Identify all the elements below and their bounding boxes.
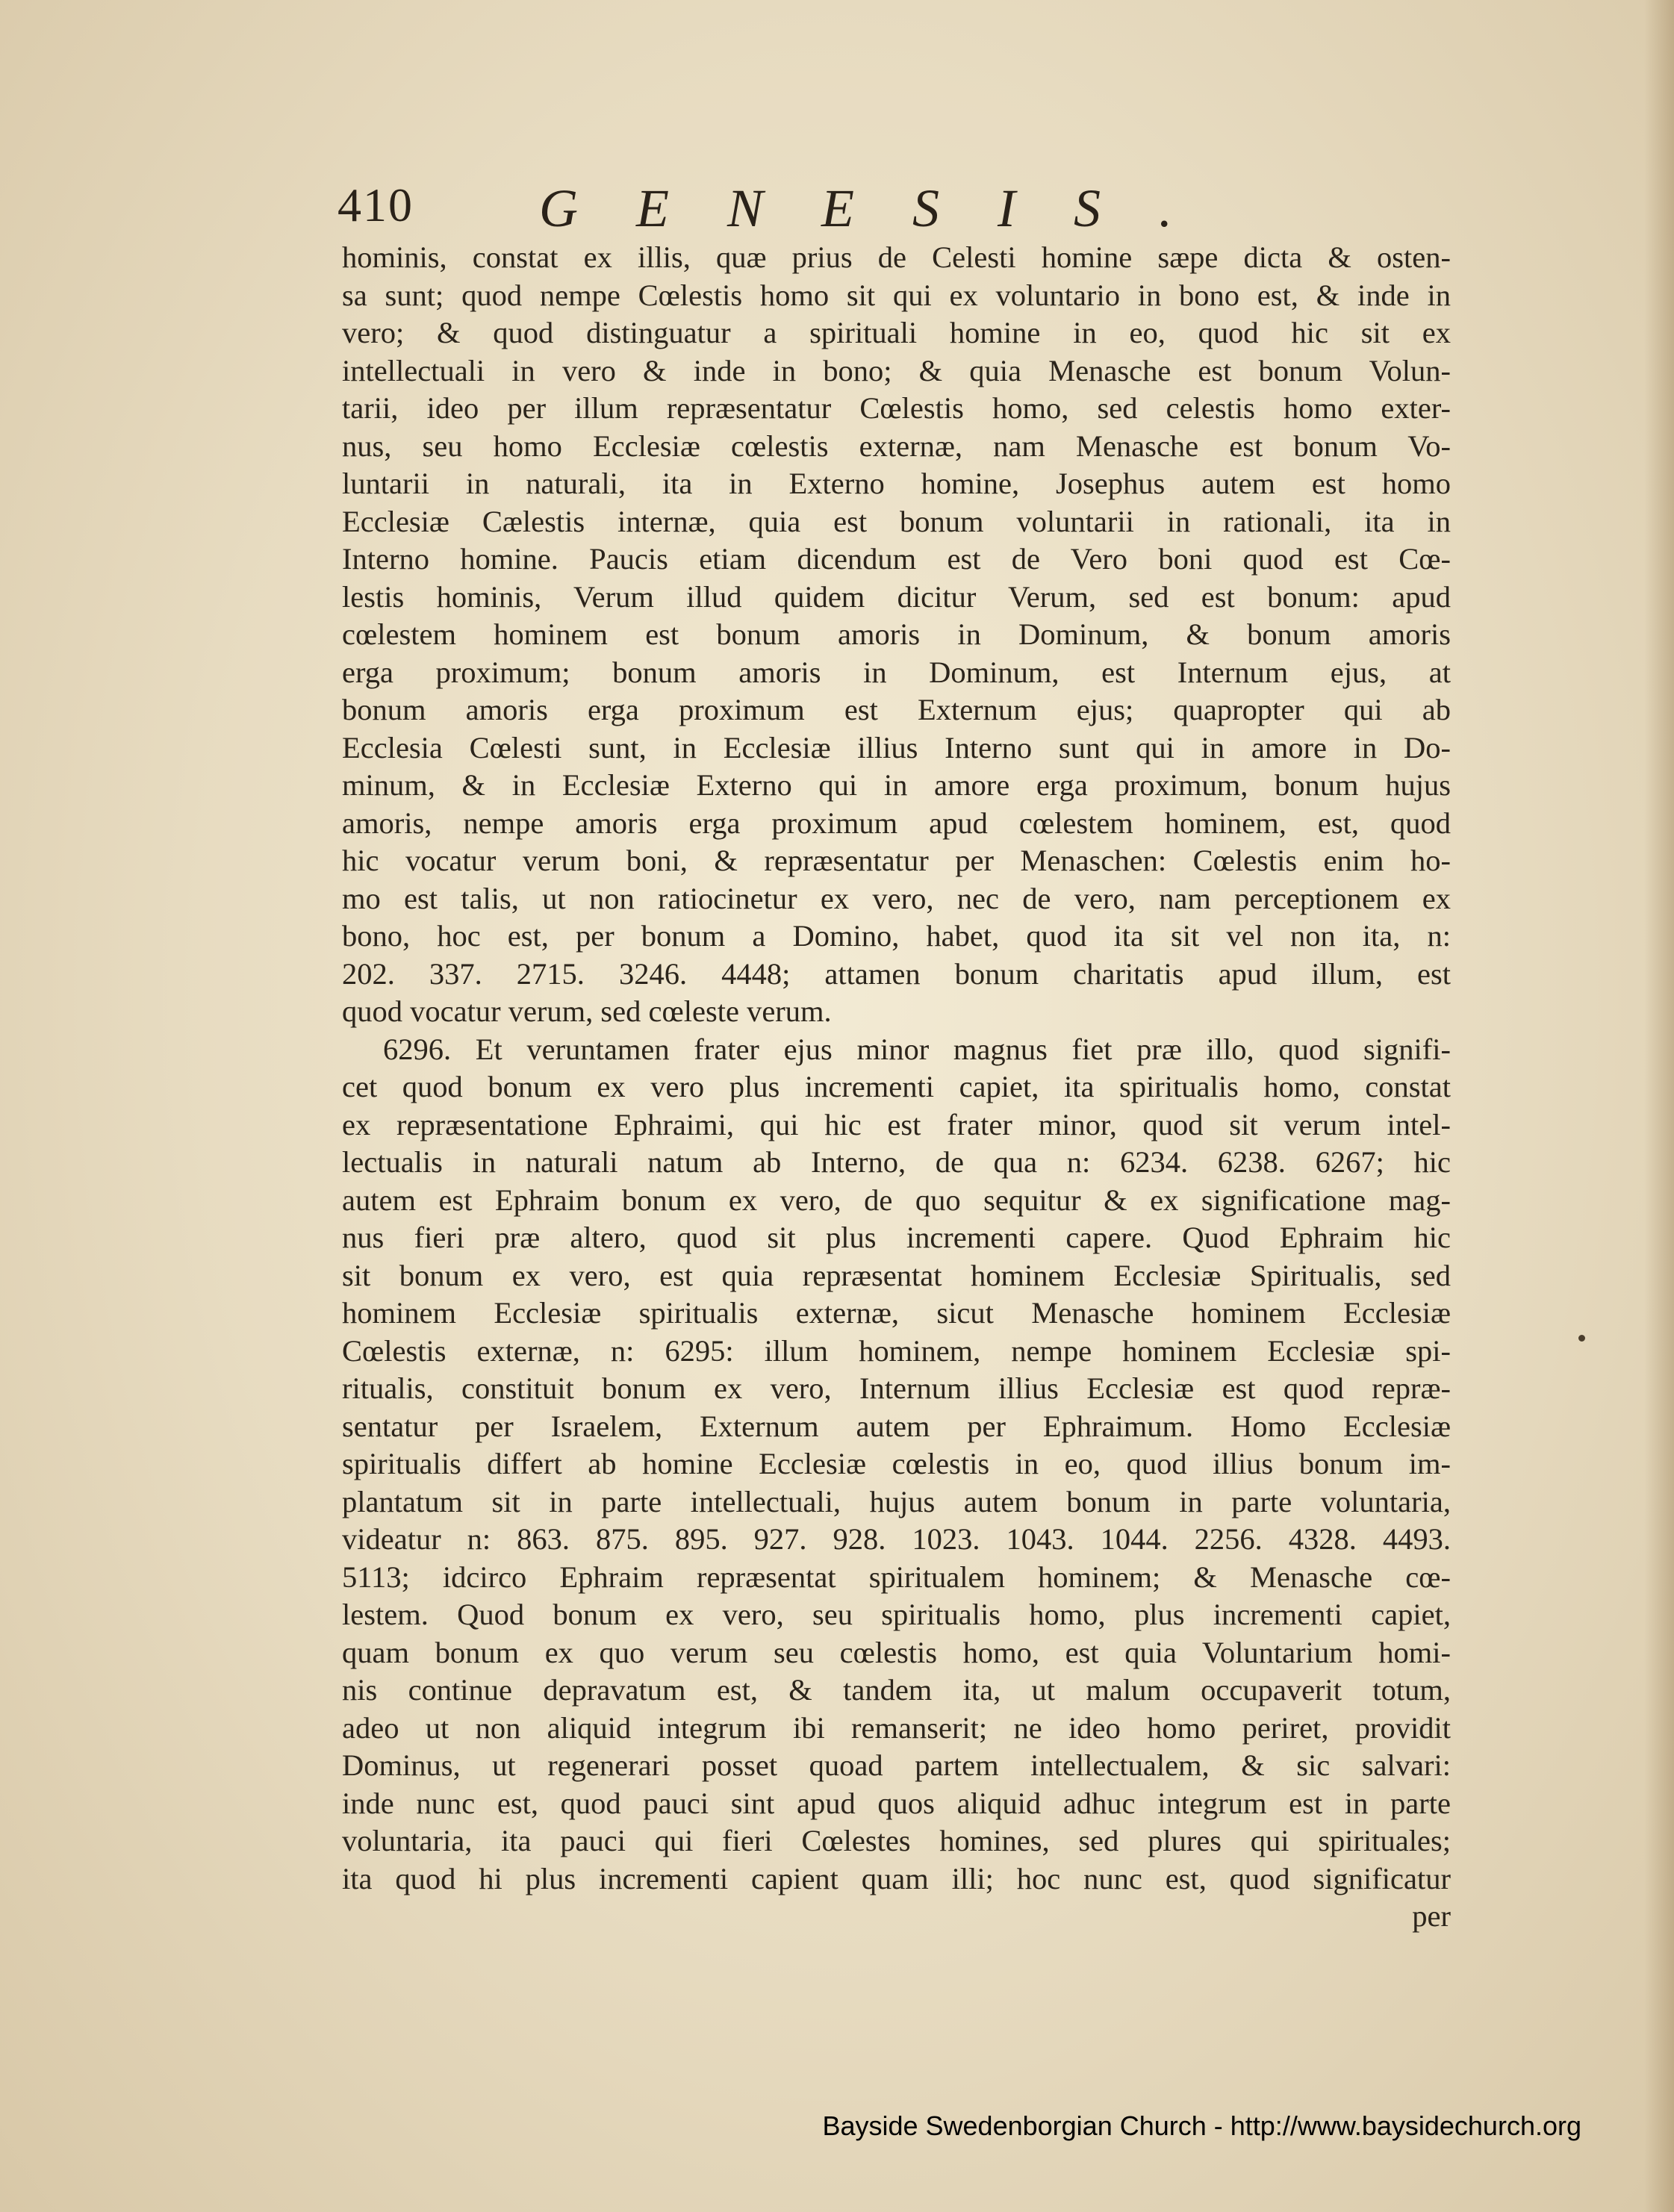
text-line: hominis, constat ex illis, quæ prius de Celesti homine sæpe dicta & osten- <box>342 240 1451 274</box>
text-line: videatur n: 863. 875. 895. 927. 928. 1023. 1043. 1044. 2256. 4328. 4493. <box>342 1522 1451 1556</box>
text-line: bonum amoris erga proximum est Externum ejus; quapropter qui ab <box>342 693 1451 726</box>
text-line: Interno homine. Paucis etiam dicendum est de Vero boni quod est Cœ- <box>342 542 1451 576</box>
text-line: tarii, ideo per illum repræsentatur Cœlestis homo, sed celestis homo exter- <box>342 391 1451 425</box>
text-line: cet quod bonum ex vero plus incrementi capiet, ita spiritualis homo, constat <box>342 1070 1451 1103</box>
text-line: lestis hominis, Verum illud quidem dicitur Verum, sed est bonum: apud <box>342 579 1451 614</box>
text-line: voluntaria, ita pauci qui fieri Cœlestes homines, sed plures qui spirituales; <box>342 1824 1451 1857</box>
text-line: sentatur per Israelem, Externum autem per Ephraimum. Homo Ecclesiæ <box>342 1409 1451 1443</box>
text-line: adeo ut non aliquid integrum ibi remanserit; ne ideo homo periret, providit <box>342 1710 1451 1745</box>
text-line: nis continue depravatum est, & tandem ita, ut malum occupaverit totum, <box>342 1673 1451 1707</box>
paragraph-6296-start: 6296. Et veruntamen frater ejus minor magnus fiet præ illo, quod signifi- <box>383 1032 1451 1066</box>
text-line: mo est talis, ut non ratiocinetur ex vero, nec de vero, nam perceptionem ex <box>342 881 1451 915</box>
text-line: erga proximum; bonum amoris in Dominum, est Internum ejus, at <box>342 655 1451 689</box>
text-line: quod vocatur verum, sed cœleste verum. <box>342 994 832 1028</box>
catchword: per <box>1412 1899 1451 1933</box>
text-line: nus fieri præ altero, quod sit plus incrementi capere. Quod Ephraim hic <box>342 1221 1451 1254</box>
page-edge-shadow <box>1644 0 1674 2212</box>
text-line: bono, hoc est, per bonum a Domino, habet, quod ita sit vel non ita, n: <box>342 919 1451 953</box>
text-line: lectualis in naturali natum ab Interno, de qua n: 6234. 6238. 6267; hic <box>342 1145 1451 1179</box>
text-line: cœlestem hominem est bonum amoris in Dominum, & bonum amoris <box>342 617 1451 651</box>
text-line: lestem. Quod bonum ex vero, seu spiritualis homo, plus incrementi capiet, <box>342 1598 1451 1631</box>
text-line: Dominus, ut regenerari posset quoad partem intellectualem, & sic salvari: <box>342 1748 1451 1782</box>
text-line: 202. 337. 2715. 3246. 4448; attamen bonum charitatis apud illum, est <box>342 956 1451 991</box>
text-line: autem est Ephraim bonum ex vero, de quo sequitur & ex significatione mag- <box>342 1183 1451 1217</box>
text-line: Ecclesia Cœlesti sunt, in Ecclesiæ illius Interno sunt qui in amore in Do- <box>342 730 1451 764</box>
footer-credit: Bayside Swedenborgian Church - http://www.baysidechurch.org <box>822 2110 1581 2141</box>
page-header <box>337 178 1480 237</box>
page-number: 410 <box>337 178 414 231</box>
text-line: sa sunt; quod nempe Cœlestis homo sit qui ex voluntario in bono est, & inde in <box>342 278 1451 312</box>
ink-speck <box>1578 1335 1585 1342</box>
text-line: minum, & in Ecclesiæ Externo qui in amore erga proximum, bonum hujus <box>342 768 1451 802</box>
running-title: GENESIS. <box>539 178 1230 238</box>
text-line: intellectuali in vero & inde in bono; & quia Menasche est bonum Volun- <box>342 353 1451 387</box>
text-line: Cœlestis externæ, n: 6295: illum hominem, nempe hominem Ecclesiæ spi- <box>342 1333 1451 1368</box>
text-line: plantatum sit in parte intellectuali, hujus autem bonum in parte voluntaria, <box>342 1484 1451 1518</box>
text-line: ex repræsentatione Ephraimi, qui hic est frater minor, quod sit verum intel- <box>342 1107 1451 1141</box>
text-line: amoris, nempe amoris erga proximum apud cœlestem hominem, est, quod <box>342 806 1451 840</box>
text-line: quam bonum ex quo verum seu cœlestis homo, est quia Voluntarium homi- <box>342 1635 1451 1669</box>
text-line: luntarii in naturali, ita in Externo homine, Josephus autem est homo <box>342 467 1451 500</box>
text-line: vero; & quod distinguatur a spirituali homine in eo, quod hic sit ex <box>342 316 1451 349</box>
text-line: ita quod hi plus incrementi capient quam illi; hoc nunc est, quod significatur <box>342 1861 1451 1895</box>
text-line: nus, seu homo Ecclesiæ cœlestis externæ, nam Menasche est bonum Vo- <box>342 429 1451 463</box>
text-line: sit bonum ex vero, est quia repræsentat hominem Ecclesiæ Spiritualis, sed <box>342 1258 1451 1292</box>
text-line: spiritualis differt ab homine Ecclesiæ cœlestis in eo, quod illius bonum im- <box>342 1447 1451 1480</box>
text-line: hominem Ecclesiæ spiritualis externæ, sicut Menasche hominem Ecclesiæ <box>342 1296 1451 1330</box>
text-line: Ecclesiæ Cælestis internæ, quia est bonum voluntarii in rationali, ita in <box>342 504 1451 538</box>
body-text <box>342 239 1451 1936</box>
text-line: ritualis, constituit bonum ex vero, Internum illius Ecclesiæ est quod repræ- <box>342 1371 1451 1405</box>
text-line: 5113; idcirco Ephraim repræsentat spiritualem hominem; & Menasche cœ- <box>342 1560 1451 1594</box>
text-line: hic vocatur verum boni, & repræsentatur per Menaschen: Cœlestis enim ho- <box>342 844 1451 877</box>
text-line: inde nunc est, quod pauci sint apud quos aliquid adhuc integrum est in parte <box>342 1786 1451 1820</box>
